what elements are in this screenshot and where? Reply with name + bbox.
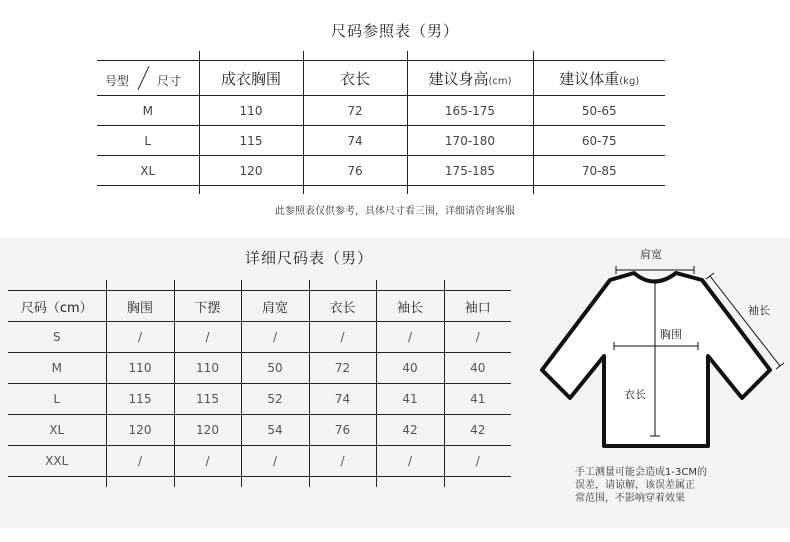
size-chart-title: 尺码参照表（男） (330, 22, 459, 40)
cell-shoulder: 50 (241, 353, 309, 384)
cell-cuff: 42 (444, 415, 511, 446)
cell-cuff: / (444, 322, 511, 353)
header-weight: 建议体重(kg) (533, 61, 665, 96)
table-row (97, 96, 665, 126)
table-row (8, 322, 511, 353)
cell-hem: / (174, 446, 241, 477)
column-tick (444, 280, 445, 290)
column-tick (533, 185, 534, 194)
reference-note: 此参照表仅供参考，具体尺寸看三围，详细请咨询客服 (275, 206, 515, 217)
header-length: 衣长 (309, 291, 376, 322)
note-line: 手工测量可能会造成1-3CM的 (575, 467, 707, 478)
header-height: 建议身高(cm) (407, 61, 533, 96)
shoulder-label: 肩宽 (640, 248, 662, 261)
sleeve-label: 袖长 (748, 304, 770, 317)
cell-height: 165-175 (407, 96, 533, 126)
cell-length: 74 (309, 384, 376, 415)
cell-weight: 50-65 (533, 96, 665, 126)
cell-chest: / (106, 322, 174, 353)
column-tick (199, 51, 200, 60)
shirt-outline-icon (530, 238, 790, 478)
column-tick (376, 477, 377, 487)
cell-chest: 110 (199, 96, 303, 126)
row-size: XL (97, 156, 199, 186)
header-hem: 下摆 (174, 291, 241, 322)
column-tick (106, 477, 107, 487)
column-tick (174, 477, 175, 487)
column-tick (303, 51, 304, 60)
table-row (8, 353, 511, 384)
measurement-error-note (575, 466, 775, 505)
cell-shoulder: / (241, 322, 309, 353)
table-row (97, 126, 665, 156)
header-shoulder: 肩宽 (241, 291, 309, 322)
row-size: M (97, 96, 199, 126)
cell-cuff: / (444, 446, 511, 477)
length-label: 衣长 (624, 388, 646, 401)
cell-sleeve: / (376, 446, 444, 477)
cell-chest: 115 (106, 384, 174, 415)
shirt-shape (542, 273, 770, 446)
column-tick (444, 477, 445, 487)
cell-length: 76 (309, 415, 376, 446)
cell-length: 76 (303, 156, 407, 186)
column-tick (533, 51, 534, 60)
cell-hem: 115 (174, 384, 241, 415)
detail-size-table (8, 290, 511, 477)
row-size: L (97, 126, 199, 156)
cell-sleeve: / (376, 322, 444, 353)
header-divider-slash (138, 66, 150, 90)
row-size: S (8, 322, 106, 353)
cell-sleeve: 42 (376, 415, 444, 446)
cell-hem: 110 (174, 353, 241, 384)
column-tick (174, 280, 175, 290)
garment-measure-diagram (530, 238, 790, 478)
cell-height: 170-180 (407, 126, 533, 156)
cell-weight: 60-75 (533, 126, 665, 156)
cell-chest: 115 (199, 126, 303, 156)
row-size: XXL (8, 446, 106, 477)
header-size: 尺码（cm） (8, 291, 106, 322)
cell-hem: / (174, 322, 241, 353)
cell-length: / (309, 446, 376, 477)
column-tick (303, 185, 304, 194)
cell-sleeve: 40 (376, 353, 444, 384)
chest-label: 胸围 (660, 328, 682, 341)
cell-length: 72 (303, 96, 407, 126)
row-size: L (8, 384, 106, 415)
table-header-row (8, 291, 511, 322)
row-size: XL (8, 415, 106, 446)
table-header-row (97, 61, 665, 96)
cell-sleeve: 41 (376, 384, 444, 415)
table-row (8, 446, 511, 477)
column-tick (199, 185, 200, 194)
cell-chest: 110 (106, 353, 174, 384)
row-size: M (8, 353, 106, 384)
cell-shoulder: 52 (241, 384, 309, 415)
cell-cuff: 41 (444, 384, 511, 415)
note-line: 常范围，不影响穿着效果 (575, 493, 685, 504)
column-tick (241, 477, 242, 487)
column-tick (376, 280, 377, 290)
column-tick (407, 185, 408, 194)
header-model-label: 号型 (105, 74, 130, 88)
cell-cuff: 40 (444, 353, 511, 384)
cell-length: / (309, 322, 376, 353)
table-row (8, 384, 511, 415)
cell-height: 175-185 (407, 156, 533, 186)
header-length: 衣长 (303, 61, 407, 96)
cell-weight: 70-85 (533, 156, 665, 186)
header-chest: 胸围 (106, 291, 174, 322)
cell-chest: 120 (199, 156, 303, 186)
column-tick (241, 280, 242, 290)
cell-length: 74 (303, 126, 407, 156)
header-sleeve: 袖长 (376, 291, 444, 322)
size-reference-table (97, 60, 665, 186)
column-tick (309, 477, 310, 487)
header-corner-cell (97, 61, 199, 96)
table-row (8, 415, 511, 446)
note-line: 误差，请谅解，该误差属正 (575, 480, 695, 491)
cell-hem: 120 (174, 415, 241, 446)
column-tick (309, 280, 310, 290)
cell-length: 72 (309, 353, 376, 384)
column-tick (407, 51, 408, 60)
cell-shoulder: 54 (241, 415, 309, 446)
column-tick (106, 280, 107, 290)
detail-chart-title: 详细尺码表（男） (244, 249, 373, 267)
header-cuff: 袖口 (444, 291, 511, 322)
cell-shoulder: / (241, 446, 309, 477)
header-measure-label: 尺寸 (157, 74, 182, 88)
table-row (97, 156, 665, 186)
header-chest: 成衣胸围 (199, 61, 303, 96)
cell-chest: / (106, 446, 174, 477)
cell-chest: 120 (106, 415, 174, 446)
